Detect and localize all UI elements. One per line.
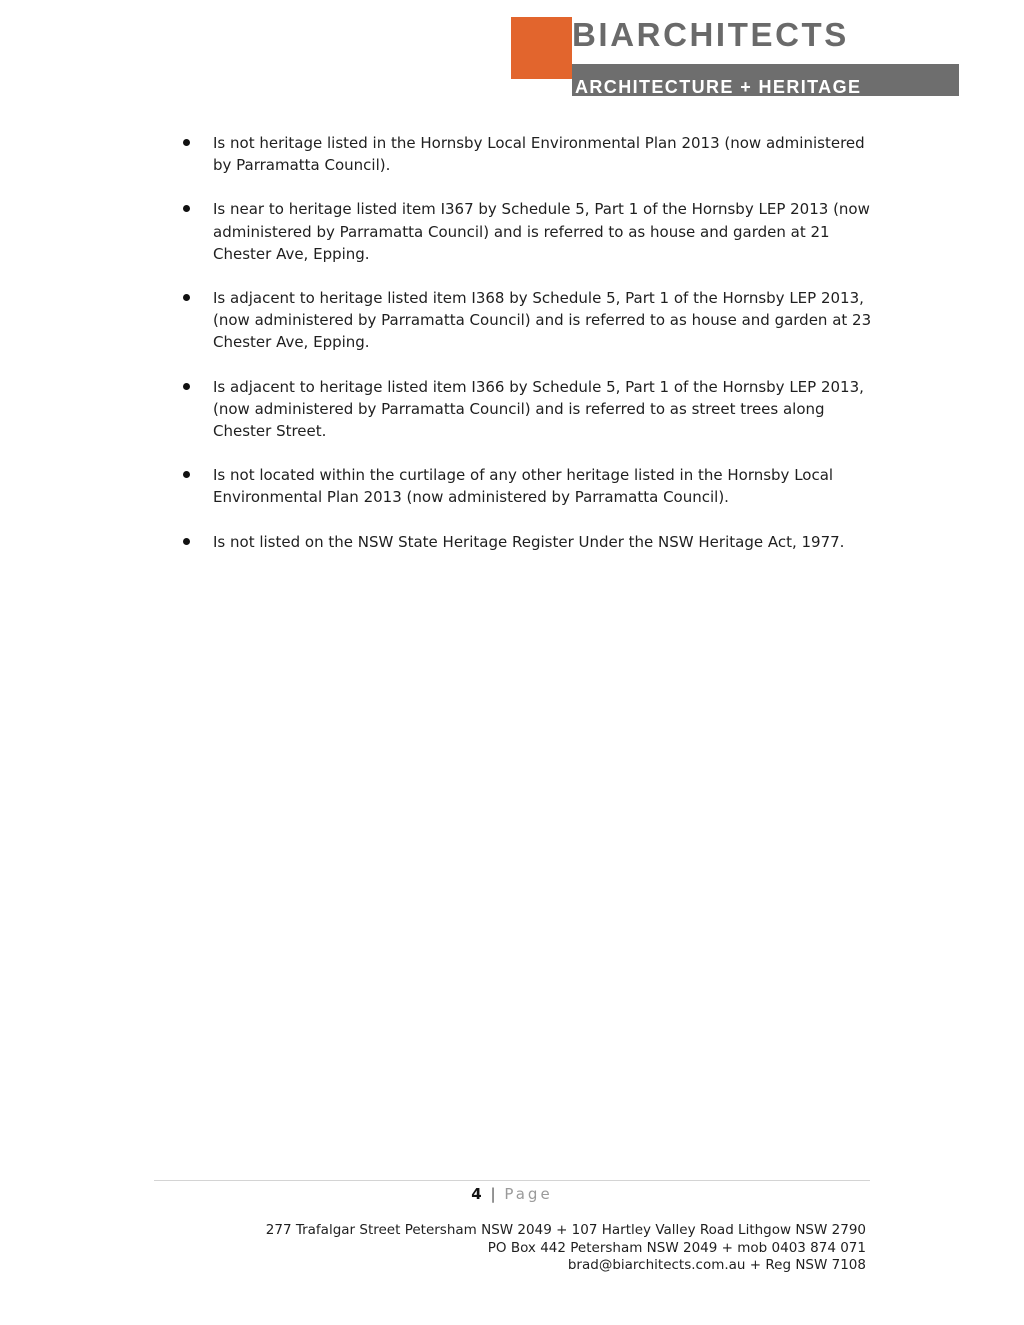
list-item [178,132,878,176]
page-number-separator: | [490,1185,496,1203]
list-item-text: Is not listed on the NSW State Heritage Register Under the NSW Heritage Act, 1977. [213,532,845,551]
list-item-text: Is not heritage listed in the Hornsby Local Environmental Plan 2013 (now administered by Parramatta Council). [213,134,865,175]
company-logo [511,17,959,97]
list-item [178,376,878,443]
bullet-icon [183,294,190,301]
heritage-status-list [178,132,878,575]
list-item-text: Is adjacent to heritage listed item I368 by Schedule 5, Part 1 of the Hornsby LEP 2013, (now administered by Parramatta Council) and is referred to as house and garden at 23 Chester Ave, Epping. [213,289,872,352]
footer-email-line: brad@biarchitects.com.au + Reg NSW 7108 [567,1257,866,1273]
bullet-icon [183,205,190,212]
footer-address-line: 277 Trafalgar Street Petersham NSW 2049 + 107 Hartley Valley Road Lithgow NSW 2790 [265,1222,866,1238]
bullet-icon [183,538,190,545]
list-item-text: Is not located within the curtilage of any other heritage listed in the Hornsby Local Environmental Plan 2013 (now administered by Parramatta Council). [213,466,834,507]
page-number-value: 4 [471,1185,482,1203]
bullet-icon [183,139,190,146]
page-number [0,1183,1024,1205]
list-item [178,464,878,508]
list-item [178,198,878,265]
list-item-text: Is near to heritage listed item I367 by Schedule 5, Part 1 of the Hornsby LEP 2013 (now administered by Parramatta Council) and is referred to as house and garden at 21 Chester Ave, Epping. [213,200,870,263]
footer-contact-block [266,1222,866,1275]
list-item [178,287,878,354]
bullet-icon [183,383,190,390]
logo-orange-square [511,17,572,79]
footer-postal-line: PO Box 442 Petersham NSW 2049 + mob 0403 874 071 [487,1239,866,1256]
bullet-icon [183,471,190,478]
logo-tagline: ARCHITECTURE + HERITAGE [575,77,862,97]
page-label: Page [504,1185,553,1203]
logo-company-name: BIARCHITECTS [572,17,849,48]
list-item [178,531,878,553]
list-item-text: Is adjacent to heritage listed item I366 by Schedule 5, Part 1 of the Hornsby LEP 2013, (now administered by Parramatta Council) and is referred to as street trees along Chester Street. [213,377,864,441]
footer-divider [154,1180,870,1181]
